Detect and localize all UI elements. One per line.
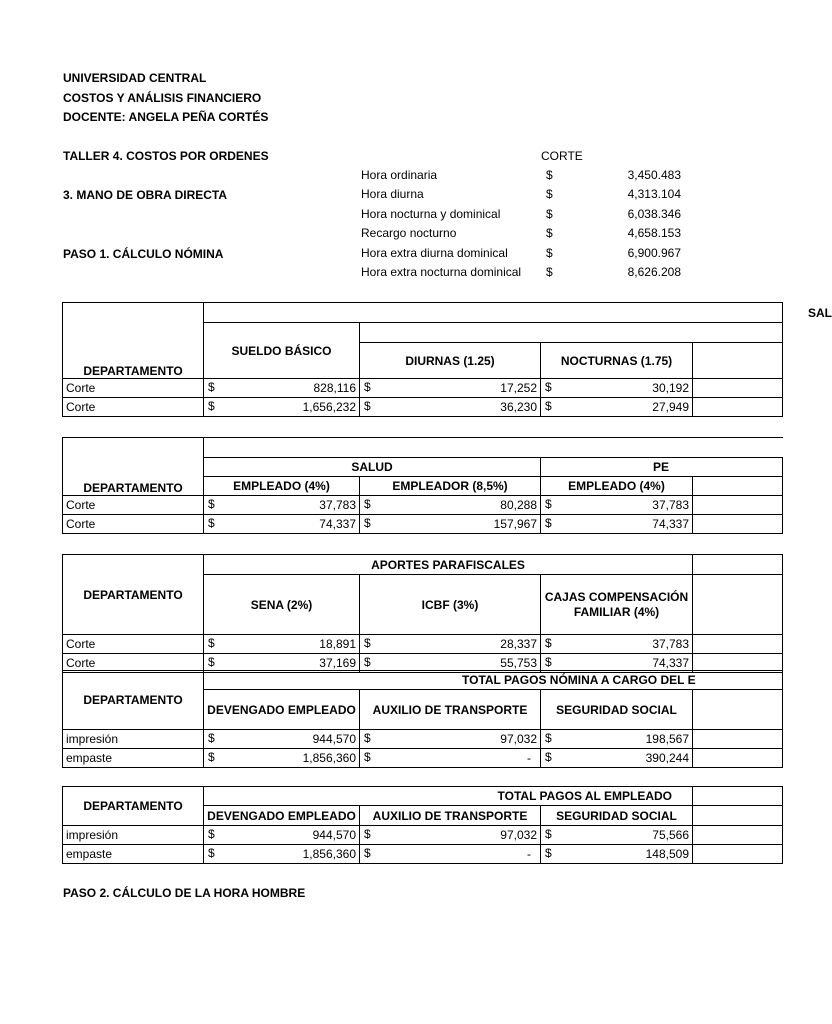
group-header: TOTAL PAGOS NÓMINA A CARGO DEL E <box>204 671 783 690</box>
col3-header: EMPLEADO (4%) <box>541 477 693 496</box>
value-cell: $ 37,169 <box>204 654 360 673</box>
value-cell: $ 37,783 <box>204 496 360 515</box>
group-header: TOTAL PAGOS AL EMPLEADO <box>204 787 693 806</box>
step1-title: PASO 1. CÁLCULO NÓMINA <box>63 247 224 261</box>
currency-symbol: $ <box>546 265 553 279</box>
value-cell: $ 74,337 <box>541 654 693 673</box>
dept-cell: Corte <box>63 398 204 417</box>
dept-header: DEPARTAMENTO <box>63 303 204 379</box>
value-cell: $ 18,891 <box>204 635 360 654</box>
group-header: SAL <box>204 303 783 323</box>
cajas-header: CAJAS COMPENSACIÓN FAMILIAR (4%) <box>541 575 693 635</box>
diurnas-cell: $ 36,230 <box>360 398 541 417</box>
value-cell: $ 157,967 <box>360 515 541 534</box>
value-cell: $ 28,337 <box>360 635 541 654</box>
step2-title: PASO 2. CÁLCULO DE LA HORA HOMBRE <box>63 886 306 900</box>
sena-header: SENA (2%) <box>204 575 360 635</box>
dept-cell: impresión <box>63 826 204 845</box>
dept-cell: Corte <box>63 515 204 534</box>
dept-cell: Corte <box>63 496 204 515</box>
payroll-table <box>62 302 832 417</box>
rate-value: 4,658.153 <box>627 226 681 240</box>
dept-cell: Corte <box>63 654 204 673</box>
dept-header: DEPARTAMENTO <box>63 555 204 635</box>
currency-symbol: $ <box>546 226 553 240</box>
value-cell: $ 97,032 <box>360 730 541 749</box>
col1-header: DEVENGADO EMPLEADO <box>204 690 360 730</box>
rate-value: 4,313.104 <box>627 187 681 201</box>
sueldo-header: SUELDO BÁSICO <box>204 323 360 379</box>
nocturnas-cell: $ 30,192 <box>541 379 693 398</box>
value-cell: $ 944,570 <box>204 826 360 845</box>
rate-label: Hora nocturna y dominical <box>361 207 501 221</box>
teacher-name: DOCENTE: ANGELA PEÑA CORTÉS <box>63 110 269 124</box>
rate-value: 6,900.967 <box>627 246 681 260</box>
employee-total-table <box>62 786 783 864</box>
diurnas-header: DIURNAS (1.25) <box>360 343 541 379</box>
rate-value: 3,450.483 <box>627 168 681 182</box>
value-cell: $ 198,567 <box>541 730 693 749</box>
dept-header: DEPARTAMENTO <box>63 787 204 826</box>
pension-header: PE <box>541 458 783 477</box>
col2-header: AUXILIO DE TRANSPORTE <box>360 806 541 826</box>
rate-label: Hora extra nocturna dominical <box>361 265 522 279</box>
dept-cell: impresión <box>63 730 204 749</box>
table-row <box>63 749 783 768</box>
social-security-table <box>62 437 783 534</box>
currency-symbol: $ <box>546 168 553 182</box>
value-cell: $ 944,570 <box>204 730 360 749</box>
value-cell: $ 148,509 <box>541 845 693 864</box>
value-cell: $ 75,566 <box>541 826 693 845</box>
workshop-title: TALLER 4. COSTOS POR ORDENES <box>63 149 269 163</box>
rate-label: Hora diurna <box>361 187 424 201</box>
value-cell: $ 74,337 <box>541 515 693 534</box>
nocturnas-cell: $ 27,949 <box>541 398 693 417</box>
table-row <box>63 730 783 749</box>
value-cell: $ 55,753 <box>360 654 541 673</box>
table-row <box>63 515 783 534</box>
salud-header: SALUD <box>204 458 541 477</box>
nocturnas-header: NOCTURNAS (1.75) <box>541 343 693 379</box>
col1-header: DEVENGADO EMPLEADO <box>204 806 360 826</box>
currency-symbol: $ <box>546 246 553 260</box>
dept-header: DEPARTAMENTO <box>63 671 204 730</box>
section-title: 3. MANO DE OBRA DIRECTA <box>63 188 228 202</box>
col2-header: EMPLEADOR (8,5%) <box>360 477 541 496</box>
table-row <box>63 496 783 515</box>
table-row <box>63 845 783 864</box>
value-cell: $ 390,244 <box>541 749 693 768</box>
value-cell: $ 74,337 <box>204 515 360 534</box>
value-cell: $ - <box>360 845 541 864</box>
dept-cell: Corte <box>63 379 204 398</box>
group-header: APORTES PARAFISCALES <box>204 555 693 575</box>
value-cell: $ - <box>360 749 541 768</box>
university-title: UNIVERSIDAD CENTRAL <box>63 71 207 85</box>
col2-header: AUXILIO DE TRANSPORTE <box>360 690 541 730</box>
value-cell: $ 97,032 <box>360 826 541 845</box>
currency-symbol: $ <box>546 207 553 221</box>
icbf-header: ICBF (3%) <box>360 575 541 635</box>
dept-cell: empaste <box>63 749 204 768</box>
col3-header: SEGURIDAD SOCIAL <box>541 690 693 730</box>
value-cell: $ 37,783 <box>541 496 693 515</box>
value-cell: $ 1,856,360 <box>204 749 360 768</box>
course-title: COSTOS Y ANÁLISIS FINANCIERO <box>63 91 262 105</box>
dept-cell: Corte <box>63 635 204 654</box>
col3-header: SEGURIDAD SOCIAL <box>541 806 693 826</box>
table-row <box>63 826 783 845</box>
dept-header: DEPARTAMENTO <box>63 438 204 496</box>
sueldo-cell: $ 828,116 <box>204 379 360 398</box>
table-row <box>63 379 783 398</box>
value-cell: $ 37,783 <box>541 635 693 654</box>
diurnas-cell: $ 17,252 <box>360 379 541 398</box>
rate-value: 8,626.208 <box>627 265 681 279</box>
sueldo-cell: $ 1,656,232 <box>204 398 360 417</box>
table-row <box>63 635 783 654</box>
rates-column-header: CORTE <box>541 149 583 163</box>
rate-label: Hora ordinaria <box>361 168 438 182</box>
value-cell: $ 1,856,360 <box>204 845 360 864</box>
parafiscales-table <box>62 554 783 673</box>
value-cell: $ 80,288 <box>360 496 541 515</box>
dept-cell: empaste <box>63 845 204 864</box>
rate-label: Recargo nocturno <box>361 226 457 240</box>
col1-header: EMPLEADO (4%) <box>204 477 360 496</box>
rate-label: Hora extra diurna dominical <box>361 246 508 260</box>
currency-symbol: $ <box>546 187 553 201</box>
rate-value: 6,038.346 <box>627 207 681 221</box>
employer-total-table <box>62 670 783 768</box>
table-row <box>63 398 783 417</box>
